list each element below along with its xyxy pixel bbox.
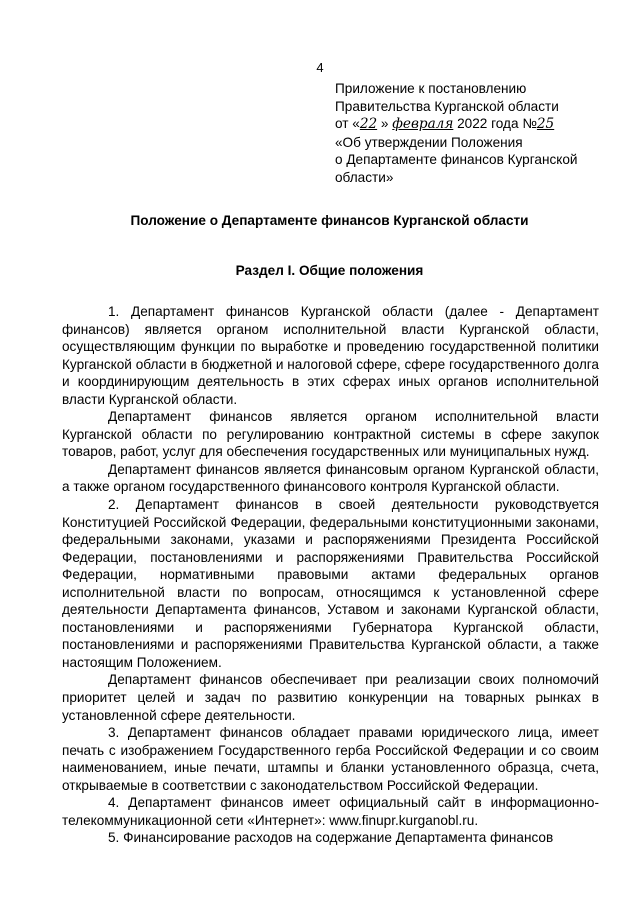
- document-title: Положение о Департаменте финансов Курганской области: [130, 213, 529, 228]
- paragraph: 4. Департамент финансов имеет официальный сайт в информационно-телекоммуникационной сети «Интернет»: www.finupr.kurganobl.ru.: [62, 795, 599, 828]
- date-mid: »: [380, 116, 389, 132]
- handwritten-month: февраля: [392, 116, 454, 133]
- date-prefix: от «: [335, 116, 360, 132]
- appendix-date-line: [335, 115, 615, 134]
- appendix-block: [335, 80, 615, 187]
- paragraph: 5. Финансирование расходов на содержание Департамента финансов: [108, 830, 554, 846]
- appendix-line-1: Приложение к постановлению: [335, 81, 527, 96]
- paragraph: Департамент финансов является финансовым органом Курганской области, а также органом государственного финансового контроля Курганской области.: [62, 461, 599, 495]
- paragraph: 2. Департамент финансов в своей деятельности руководствуется Конституцией Российской Федерации, федеральными конституционными законами, федеральными законами, указами и распоряжениями Президента Российской Федерации, постановлениями и распоряжениями Правительства Российской Федерации, нормативными правовыми актами федеральных органов исполнительной власти по вопросам, относящимся к установленной сфере деятельности Департамента финансов, Уставом и законами Курганской области, постановлениями и распоряжениями Губернатора Курганской области, постановлениями и распоряжениями Правительства Курганской области, а также настоящим Положением.: [62, 497, 599, 670]
- appendix-line-2: Правительства Курганской области: [335, 98, 559, 114]
- document-body: [62, 303, 599, 847]
- appendix-line-5: о Департаменте финансов Курганской: [335, 152, 578, 168]
- handwritten-number: 25: [536, 116, 555, 133]
- paragraph: Департамент финансов является органом исполнительной власти Курганской области по регулированию контрактной системы в сфере закупок товаров, работ, услуг для обеспечения государственных или муниципальных нужд.: [62, 409, 599, 460]
- page-number: 4: [316, 60, 324, 75]
- paragraph: 3. Департамент финансов обладает правами юридического лица, имеет печать с изображением Государственного герба Российской Федерации и со своим наименованием, иные печати, штампы и бланки установленного образца, счета, открываемые в соответствии с законодательством Российской Федерации.: [62, 725, 599, 793]
- year-text: 2022 года №: [457, 116, 537, 132]
- handwritten-day: 22: [359, 116, 378, 133]
- section-heading: Раздел I. Общие положения: [235, 263, 424, 278]
- paragraph: 1. Департамент финансов Курганской области (далее - Департамент финансов) является органом исполнительной власти Курганской области, осуществляющим функции по выработке и проведению государственной политики Курганской области в бюджетной и налоговой сфере, сфере государственного долга и координирующим деятельность в этих сферах иных органов исполнительной власти Курганской области.: [62, 304, 599, 407]
- paragraph: Департамент финансов обеспечивает при реализации своих полномочий приоритет целей и задач по развитию конкуренции на товарных рынках в установленной сфере деятельности.: [62, 672, 599, 723]
- appendix-line-4: «Об утверждении Положения: [335, 134, 523, 150]
- appendix-line-6: области»: [335, 169, 394, 185]
